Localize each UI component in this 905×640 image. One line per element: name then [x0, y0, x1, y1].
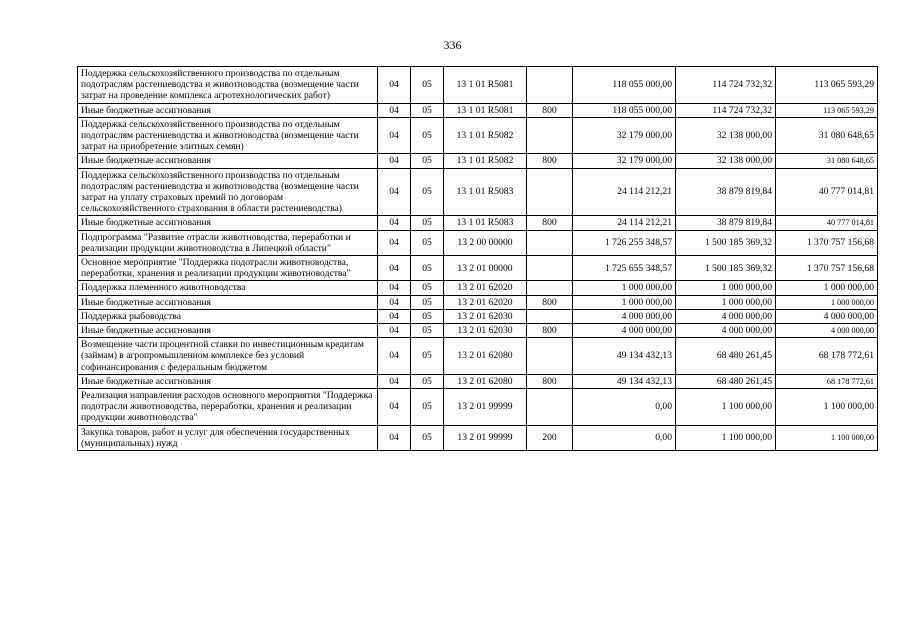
table-row [78, 374, 878, 388]
cell-amount-3: 1 000 000,00 [776, 295, 878, 309]
cell-expense-type [527, 230, 573, 255]
table-body [78, 67, 878, 451]
cell-name: Поддержка рыбоводства [78, 309, 378, 323]
cell-name: Иные бюджетные ассигнования [78, 374, 378, 388]
table-row [78, 117, 878, 154]
cell-amount-1: 1 726 255 348,57 [573, 230, 676, 255]
cell-name: Иные бюджетные ассигнования [78, 295, 378, 309]
cell-subsection: 05 [411, 374, 444, 388]
cell-amount-1: 49 134 432,13 [573, 338, 676, 375]
cell-amount-3: 4 000 000,00 [776, 324, 878, 338]
cell-subsection: 05 [411, 338, 444, 375]
cell-section: 04 [378, 67, 411, 104]
cell-target-code: 13 1 01 R5083 [444, 216, 527, 230]
table-row [78, 216, 878, 230]
cell-amount-2: 1 100 000,00 [676, 389, 776, 426]
cell-amount-2: 32 138 000,00 [676, 154, 776, 168]
cell-amount-3: 40 777 014,81 [776, 216, 878, 230]
cell-name: Закупка товаров, работ и услуг для обеспечения государственных (муниципальных) нужд [78, 425, 378, 450]
cell-amount-1: 4 000 000,00 [573, 309, 676, 323]
cell-name: Подпрограмма "Развитие отрасли животноводства, переработки и реализации продукции животноводства в Липецкой области" [78, 230, 378, 255]
cell-section: 04 [378, 230, 411, 255]
table-row [78, 67, 878, 104]
cell-subsection: 05 [411, 230, 444, 255]
cell-amount-1: 1 725 655 348,57 [573, 256, 676, 281]
cell-target-code: 13 2 01 62030 [444, 309, 527, 323]
cell-amount-2: 1 100 000,00 [676, 425, 776, 450]
cell-amount-3: 1 100 000,00 [776, 389, 878, 426]
cell-amount-2: 114 724 732,32 [676, 67, 776, 104]
cell-subsection: 05 [411, 309, 444, 323]
cell-amount-1: 118 055 000,00 [573, 103, 676, 117]
cell-name: Иные бюджетные ассигнования [78, 154, 378, 168]
cell-target-code: 13 2 01 99999 [444, 425, 527, 450]
cell-amount-3: 1 370 757 156,68 [776, 230, 878, 255]
cell-target-code: 13 1 01 R5081 [444, 67, 527, 104]
cell-name: Иные бюджетные ассигнования [78, 103, 378, 117]
cell-name: Возмещение части процентной ставки по инвестиционным кредитам (займам) в агропромышленном комплексе без условий софинансирования с федеральным бюджетом [78, 338, 378, 375]
table-row [78, 389, 878, 426]
cell-amount-3: 113 065 593,29 [776, 103, 878, 117]
cell-section: 04 [378, 389, 411, 426]
cell-subsection: 05 [411, 389, 444, 426]
table-row [78, 281, 878, 295]
cell-amount-2: 1 000 000,00 [676, 281, 776, 295]
cell-amount-2: 1 000 000,00 [676, 295, 776, 309]
cell-amount-2: 38 879 819,84 [676, 168, 776, 216]
cell-amount-3: 1 370 757 156,68 [776, 256, 878, 281]
cell-amount-1: 24 114 212,21 [573, 216, 676, 230]
cell-target-code: 13 2 01 62080 [444, 374, 527, 388]
cell-amount-3: 40 777 014,81 [776, 168, 878, 216]
cell-name: Реализация направления расходов основного мероприятия "Поддержка подотрасли животноводства, переработки, хранения и реализации продукции животноводства" [78, 389, 378, 426]
cell-amount-1: 32 179 000,00 [573, 117, 676, 154]
cell-target-code: 13 1 01 R5081 [444, 103, 527, 117]
cell-amount-3: 4 000 000,00 [776, 309, 878, 323]
cell-amount-1: 24 114 212,21 [573, 168, 676, 216]
cell-amount-1: 0,00 [573, 425, 676, 450]
cell-subsection: 05 [411, 168, 444, 216]
cell-section: 04 [378, 256, 411, 281]
table-row [78, 256, 878, 281]
budget-table [77, 66, 878, 451]
cell-target-code: 13 1 01 R5083 [444, 168, 527, 216]
cell-expense-type [527, 117, 573, 154]
cell-target-code: 13 1 01 R5082 [444, 117, 527, 154]
cell-expense-type [527, 389, 573, 426]
table-row [78, 324, 878, 338]
cell-amount-1: 1 000 000,00 [573, 281, 676, 295]
table-row [78, 338, 878, 375]
cell-section: 04 [378, 295, 411, 309]
table-row [78, 230, 878, 255]
cell-section: 04 [378, 374, 411, 388]
cell-section: 04 [378, 216, 411, 230]
cell-subsection: 05 [411, 295, 444, 309]
cell-expense-type: 800 [527, 216, 573, 230]
cell-target-code: 13 2 01 62080 [444, 338, 527, 375]
cell-section: 04 [378, 168, 411, 216]
cell-target-code: 13 2 01 62020 [444, 281, 527, 295]
cell-amount-1: 32 179 000,00 [573, 154, 676, 168]
cell-subsection: 05 [411, 425, 444, 450]
cell-amount-1: 0,00 [573, 389, 676, 426]
cell-expense-type: 800 [527, 103, 573, 117]
cell-name: Основное мероприятие "Поддержка подотрасли животноводства, переработки, хранения и реализации продукции животноводства" [78, 256, 378, 281]
cell-amount-3: 1 000 000,00 [776, 281, 878, 295]
cell-subsection: 05 [411, 117, 444, 154]
cell-name: Иные бюджетные ассигнования [78, 216, 378, 230]
cell-target-code: 13 1 01 R5082 [444, 154, 527, 168]
cell-subsection: 05 [411, 67, 444, 104]
cell-amount-3: 113 065 593,29 [776, 67, 878, 104]
cell-expense-type [527, 309, 573, 323]
cell-amount-2: 68 480 261,45 [676, 338, 776, 375]
cell-amount-1: 49 134 432,13 [573, 374, 676, 388]
cell-name: Поддержка сельскохозяйственного производства по отдельным подотраслям растениеводства и животноводства (возмещение части затрат на уплату страховых премий по договорам сельскохозяйственного страхования в области растениеводства) [78, 168, 378, 216]
cell-section: 04 [378, 117, 411, 154]
cell-expense-type: 800 [527, 154, 573, 168]
table-row [78, 309, 878, 323]
cell-subsection: 05 [411, 281, 444, 295]
cell-amount-2: 1 500 185 369,32 [676, 230, 776, 255]
cell-target-code: 13 2 01 62020 [444, 295, 527, 309]
cell-section: 04 [378, 281, 411, 295]
table-row [78, 295, 878, 309]
cell-amount-1: 118 055 000,00 [573, 67, 676, 104]
cell-subsection: 05 [411, 324, 444, 338]
table-row [78, 154, 878, 168]
cell-section: 04 [378, 338, 411, 375]
cell-amount-1: 4 000 000,00 [573, 324, 676, 338]
cell-target-code: 13 2 01 62030 [444, 324, 527, 338]
cell-amount-2: 1 500 185 369,32 [676, 256, 776, 281]
cell-name: Иные бюджетные ассигнования [78, 324, 378, 338]
cell-subsection: 05 [411, 103, 444, 117]
cell-amount-2: 4 000 000,00 [676, 309, 776, 323]
cell-amount-1: 1 000 000,00 [573, 295, 676, 309]
cell-amount-2: 32 138 000,00 [676, 117, 776, 154]
cell-amount-2: 38 879 819,84 [676, 216, 776, 230]
cell-subsection: 05 [411, 216, 444, 230]
cell-section: 04 [378, 425, 411, 450]
cell-expense-type: 800 [527, 324, 573, 338]
cell-expense-type [527, 168, 573, 216]
cell-expense-type [527, 256, 573, 281]
cell-target-code: 13 2 01 99999 [444, 389, 527, 426]
cell-subsection: 05 [411, 154, 444, 168]
table-row [78, 103, 878, 117]
cell-amount-3: 68 178 772,61 [776, 374, 878, 388]
cell-expense-type [527, 67, 573, 104]
cell-expense-type [527, 338, 573, 375]
cell-amount-3: 1 100 000,00 [776, 425, 878, 450]
table-row [78, 425, 878, 450]
cell-expense-type: 200 [527, 425, 573, 450]
cell-expense-type: 800 [527, 374, 573, 388]
cell-subsection: 05 [411, 256, 444, 281]
cell-target-code: 13 2 01 00000 [444, 256, 527, 281]
cell-section: 04 [378, 309, 411, 323]
cell-section: 04 [378, 154, 411, 168]
cell-target-code: 13 2 00 00000 [444, 230, 527, 255]
cell-amount-3: 31 080 648,65 [776, 154, 878, 168]
cell-amount-3: 68 178 772,61 [776, 338, 878, 375]
cell-expense-type [527, 281, 573, 295]
cell-name: Поддержка сельскохозяйственного производства по отдельным подотраслям растениеводства и животноводства (возмещение части затрат на приобретение элитных семян) [78, 117, 378, 154]
page-number: 336 [443, 38, 462, 52]
cell-expense-type: 800 [527, 295, 573, 309]
cell-section: 04 [378, 324, 411, 338]
cell-amount-3: 31 080 648,65 [776, 117, 878, 154]
cell-amount-2: 4 000 000,00 [676, 324, 776, 338]
cell-name: Поддержка сельскохозяйственного производства по отдельным подотраслям растениеводства и животноводства (возмещение части затрат на проведение комплекса агротехнологических работ) [78, 67, 378, 104]
cell-section: 04 [378, 103, 411, 117]
table-row [78, 168, 878, 216]
cell-amount-2: 68 480 261,45 [676, 374, 776, 388]
cell-amount-2: 114 724 732,32 [676, 103, 776, 117]
cell-name: Поддержка племенного животноводства [78, 281, 378, 295]
